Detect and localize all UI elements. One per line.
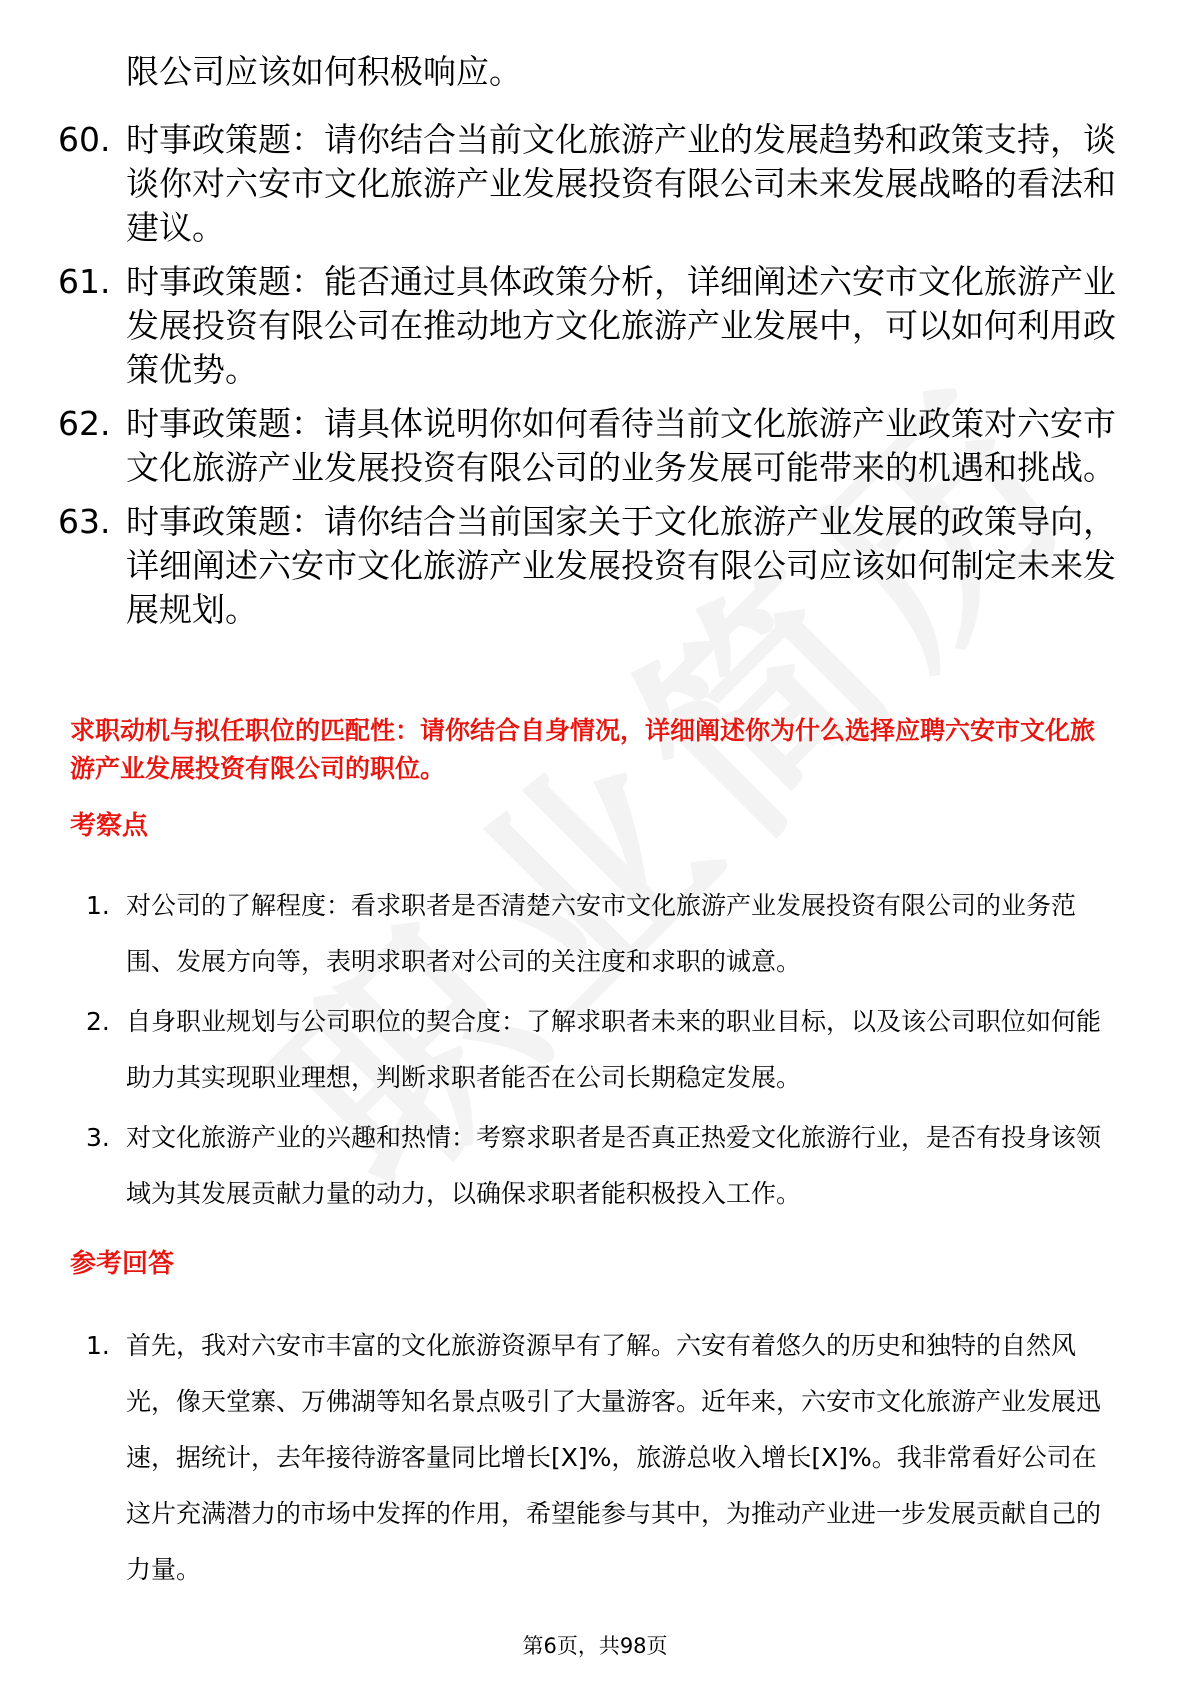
point-number: 1. [86, 891, 110, 920]
question-continuation: 限公司应该如何积极响应。 [126, 52, 522, 91]
answer-list [86, 1318, 1116, 1602]
points-title: 考察点 [70, 811, 149, 841]
answer-text: 首先，我对六安市丰富的文化旅游资源早有了解。六安有着悠久的历史和独特的自然风光，像天堂寨、万佛湖等知名景点吸引了大量游客。近年来，六安市文化旅游产业发展迅速，据统计，去年接待游客量同比增长[X]%，旅游总收入增长[X]%。我非常看好公司在这片充满潜力的市场中发挥的作用，希望能参与其中，为推动产业进一步发展贡献自己的力量。 [126, 1331, 1102, 1584]
point-item [86, 1110, 1116, 1222]
question-number: 63. [58, 502, 111, 541]
question-number: 60. [58, 120, 111, 159]
question-list [58, 118, 1118, 642]
answer-number: 1. [86, 1331, 110, 1360]
section-heading: 求职动机与拟任职位的匹配性：请你结合自身情况，详细阐述你为什么选择应聘六安市文化旅游产业发展投资有限公司的职位。 [70, 716, 1096, 783]
question-text: 时事政策题：请你结合当前国家关于文化旅游产业发展的政策导向，详细阐述六安市文化旅游产业发展投资有限公司应该如何制定未来发展规划。 [126, 502, 1116, 629]
point-number: 3. [86, 1123, 110, 1152]
points-list [86, 878, 1116, 1226]
answer-title: 参考回答 [70, 1249, 175, 1279]
point-text: 对公司的了解程度：看求职者是否清楚六安市文化旅游产业发展投资有限公司的业务范围、发展方向等，表明求职者对公司的关注度和求职的诚意。 [126, 891, 1077, 976]
answer-item [86, 1318, 1116, 1598]
question-item [58, 118, 1118, 250]
question-number: 62. [58, 404, 111, 443]
question-text: 时事政策题：请你结合当前文化旅游产业的发展趋势和政策支持，谈谈你对六安市文化旅游产业发展投资有限公司未来发展战略的看法和建议。 [126, 120, 1116, 247]
point-number: 2. [86, 1007, 110, 1036]
question-number: 61. [58, 262, 111, 301]
point-item [86, 878, 1116, 990]
question-text: 时事政策题：能否通过具体政策分析，详细阐述六安市文化旅游产业发展投资有限公司在推动地方文化旅游产业发展中，可以如何利用政策优势。 [126, 262, 1116, 389]
question-item [58, 402, 1118, 490]
point-item [86, 994, 1116, 1106]
point-text: 对文化旅游产业的兴趣和热情：考察求职者是否真正热爱文化旅游行业，是否有投身该领域为其发展贡献力量的动力，以确保求职者能积极投入工作。 [126, 1123, 1102, 1208]
question-item [58, 260, 1118, 392]
point-text: 自身职业规划与公司职位的契合度：了解求职者未来的职业目标，以及该公司职位如何能助力其实现职业理想，判断求职者能否在公司长期稳定发展。 [126, 1007, 1102, 1092]
question-item [58, 500, 1118, 632]
page-footer: 第6页，共98页 [522, 1634, 668, 1658]
question-text: 时事政策题：请具体说明你如何看待当前文化旅游产业政策对六安市文化旅游产业发展投资有限公司的业务发展可能带来的机遇和挑战。 [126, 404, 1116, 487]
